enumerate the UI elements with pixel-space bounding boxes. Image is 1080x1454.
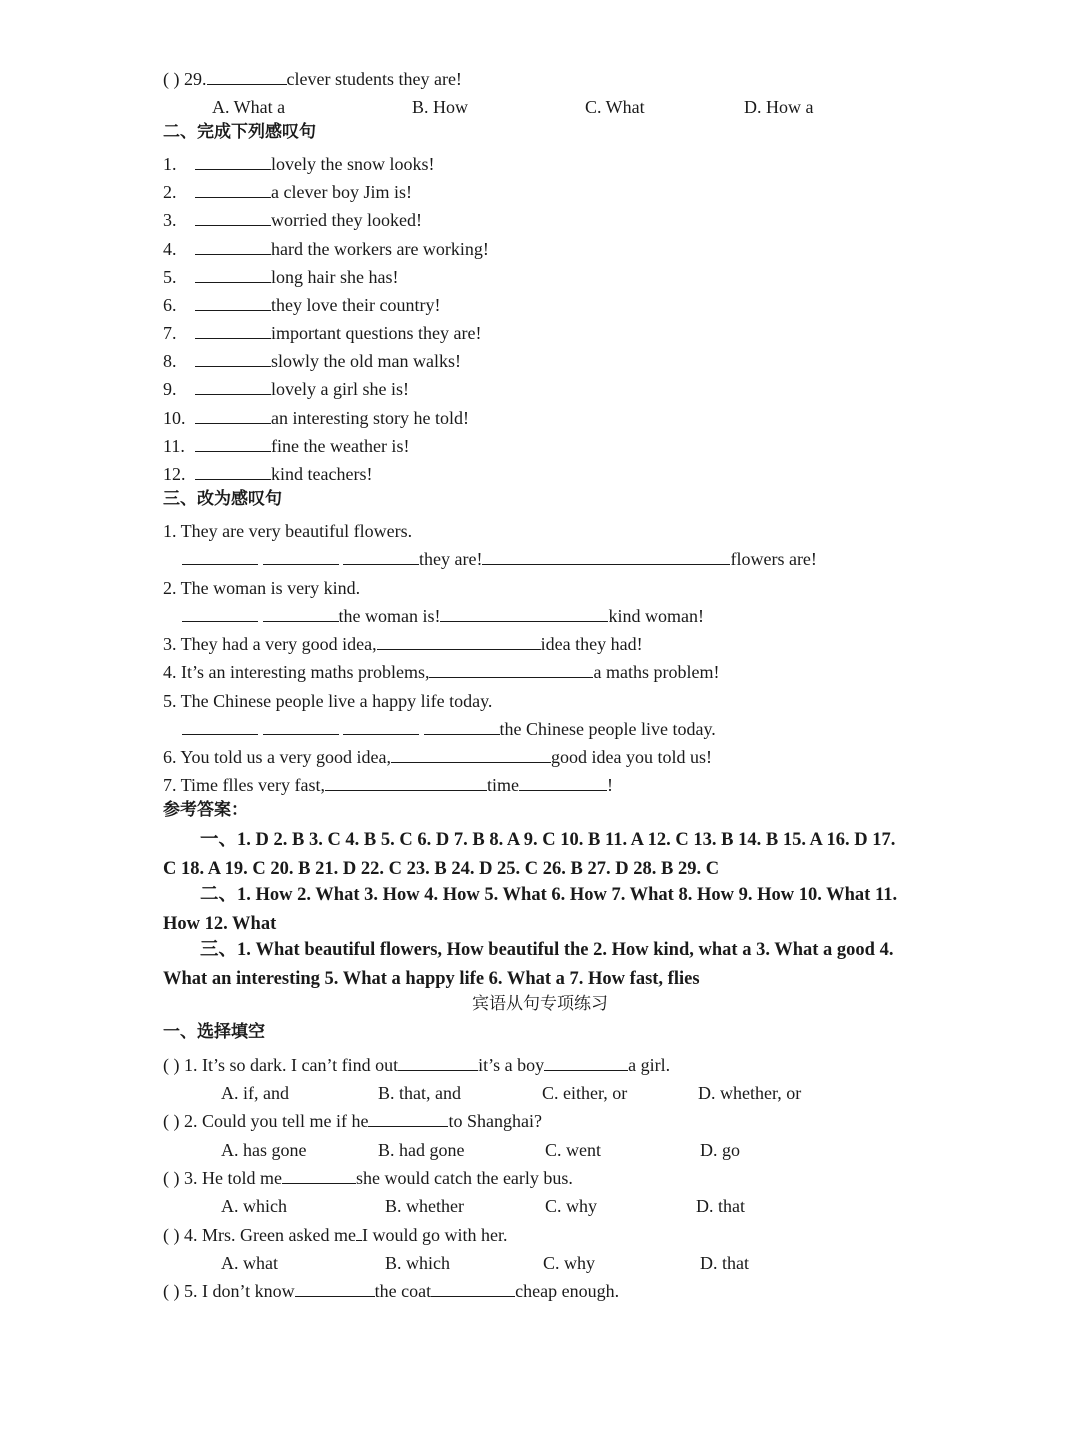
blank[interactable]	[195, 183, 271, 198]
answer-key-line: 二、1. How 2. What 3. How 4. How 5. What 6. How 7. What 8. How 9. How 10. What 11.	[200, 885, 898, 905]
blank[interactable]	[398, 1056, 478, 1071]
blank[interactable]	[182, 607, 258, 622]
blank[interactable]	[195, 352, 271, 367]
option-a: A. What a	[212, 97, 286, 117]
option-a: A. what	[221, 1253, 278, 1273]
blank[interactable]	[195, 380, 271, 395]
blank[interactable]	[431, 1282, 515, 1297]
option-d: D. whether, or	[698, 1083, 802, 1103]
exercise-sentence: 1. They are very beautiful flowers.	[163, 521, 413, 541]
exercise-item: 4. hard the workers are working!	[163, 239, 489, 259]
section-heading: 一、选择填空	[163, 1022, 265, 1042]
question-1: ( ) 1. It’s so dark. I can’t find out it’s a boy a girl.	[163, 1055, 671, 1075]
blank[interactable]	[195, 465, 271, 480]
exercise-sentence: 5. The Chinese people live a happy life today.	[163, 691, 493, 711]
option-d: D. that	[696, 1196, 745, 1216]
option-c: C. either, or	[542, 1083, 628, 1103]
blank[interactable]	[195, 240, 271, 255]
answers-heading: 参考答案：	[163, 800, 248, 820]
option-c: C. What	[585, 97, 645, 117]
option-a: A. if, and	[221, 1083, 289, 1103]
blank[interactable]	[368, 1112, 448, 1127]
answer-line: the woman is! kind woman!	[182, 607, 704, 625]
answer-key-line: What an interesting 5. What a happy life 6. What a 7. How fast, flies	[163, 969, 700, 989]
option-c: C. why	[545, 1196, 598, 1216]
option-c: C. why	[543, 1253, 596, 1273]
section-heading: 二、完成下列感叹句	[163, 122, 316, 142]
blank[interactable]	[424, 720, 500, 735]
exercise-item: 1. lovely the snow looks!	[163, 154, 435, 174]
question-2: ( ) 2. Could you tell me if he to Shanghai?	[163, 1111, 542, 1131]
blank[interactable]	[263, 720, 339, 735]
answer-key-line: 一、1. D 2. B 3. C 4. B 5. C 6. D 7. B 8. A 9. C 10. B 11. A 12. C 13. B 14. B 15. A 16. D 17.	[200, 830, 896, 850]
blank[interactable]	[440, 607, 608, 622]
blank[interactable]	[263, 607, 339, 622]
question-29: ( ) 29. clever students they are!	[163, 69, 462, 89]
option-b: B. which	[385, 1253, 450, 1273]
option-b: B. had gone	[378, 1140, 465, 1160]
exercise-item: 3. worried they looked!	[163, 210, 422, 230]
blank[interactable]	[195, 155, 271, 170]
answer-line: the Chinese people live today.	[182, 720, 716, 738]
exercise-item: 7. important questions they are!	[163, 323, 482, 343]
blank[interactable]	[195, 437, 271, 452]
exercise-item: 10. an interesting story he told!	[163, 408, 469, 428]
blank[interactable]	[325, 776, 487, 791]
blank[interactable]	[195, 324, 271, 339]
option-d: D. How a	[744, 97, 814, 117]
option-b: B. whether	[385, 1196, 464, 1216]
exercise-item: 9. lovely a girl she is!	[163, 379, 409, 399]
exercise-sentence: 7. Time flles very fast, time !	[163, 775, 613, 795]
answer-key-line: How 12. What	[163, 914, 277, 934]
question-3: ( ) 3. He told me she would catch the early bus.	[163, 1168, 573, 1188]
answer-line: they are! flowers are!	[182, 550, 817, 568]
exercise-item: 12. kind teachers!	[163, 464, 373, 484]
blank[interactable]	[295, 1282, 375, 1297]
option-d: D. that	[700, 1253, 749, 1273]
answer-key-line: 三、1. What beautiful flowers, How beautiful the 2. How kind, what a 3. What a good 4.	[200, 940, 894, 960]
answer-key-line: C 18. A 19. C 20. B 21. D 22. C 23. B 24. D 25. C 26. B 27. D 28. B 29. C	[163, 859, 720, 879]
blank[interactable]	[343, 720, 419, 735]
exercise-sentence: 6. You told us a very good idea, good idea you told us!	[163, 747, 712, 767]
blank[interactable]	[429, 663, 593, 678]
blank[interactable]	[207, 70, 287, 85]
question-4: ( ) 4. Mrs. Green asked me I would go with her.	[163, 1225, 508, 1245]
question-5: ( ) 5. I don’t know the coat cheap enough.	[163, 1281, 620, 1301]
blank[interactable]	[182, 550, 258, 565]
blank[interactable]	[391, 748, 551, 763]
exercise-item: 2. a clever boy Jim is!	[163, 182, 412, 202]
option-d: D. go	[700, 1140, 740, 1160]
option-b: B. that, and	[378, 1083, 461, 1103]
blank[interactable]	[182, 720, 258, 735]
blank[interactable]	[195, 296, 271, 311]
exercise-sentence: 4. It’s an interesting maths problems, a maths problem!	[163, 662, 720, 682]
blank[interactable]	[377, 635, 541, 650]
exercise-item: 8. slowly the old man walks!	[163, 351, 461, 371]
blank[interactable]	[195, 268, 271, 283]
option-b: B. How	[412, 97, 469, 117]
option-a: A. has gone	[221, 1140, 307, 1160]
answer-paren: ( ) 29.	[163, 69, 207, 89]
blank[interactable]	[195, 409, 271, 424]
blank[interactable]	[263, 550, 339, 565]
blank[interactable]	[343, 550, 419, 565]
blank[interactable]	[282, 1169, 356, 1184]
exercise-sentence: 3. They had a very good idea, idea they had!	[163, 634, 643, 654]
blank[interactable]	[195, 211, 271, 226]
exercise-item: 5. long hair she has!	[163, 267, 399, 287]
blank[interactable]	[544, 1056, 628, 1071]
option-a: A. which	[221, 1196, 287, 1216]
exercise-sentence: 2. The woman is very kind.	[163, 578, 361, 598]
section-heading: 三、改为感叹句	[163, 489, 282, 509]
blank[interactable]	[482, 550, 730, 565]
option-c: C. went	[545, 1140, 601, 1160]
exercise-item: 11. fine the weather is!	[163, 436, 410, 456]
exercise-item: 6. they love their country!	[163, 295, 441, 315]
page-title: 宾语从句专项练习	[472, 994, 608, 1014]
blank[interactable]	[519, 776, 607, 791]
